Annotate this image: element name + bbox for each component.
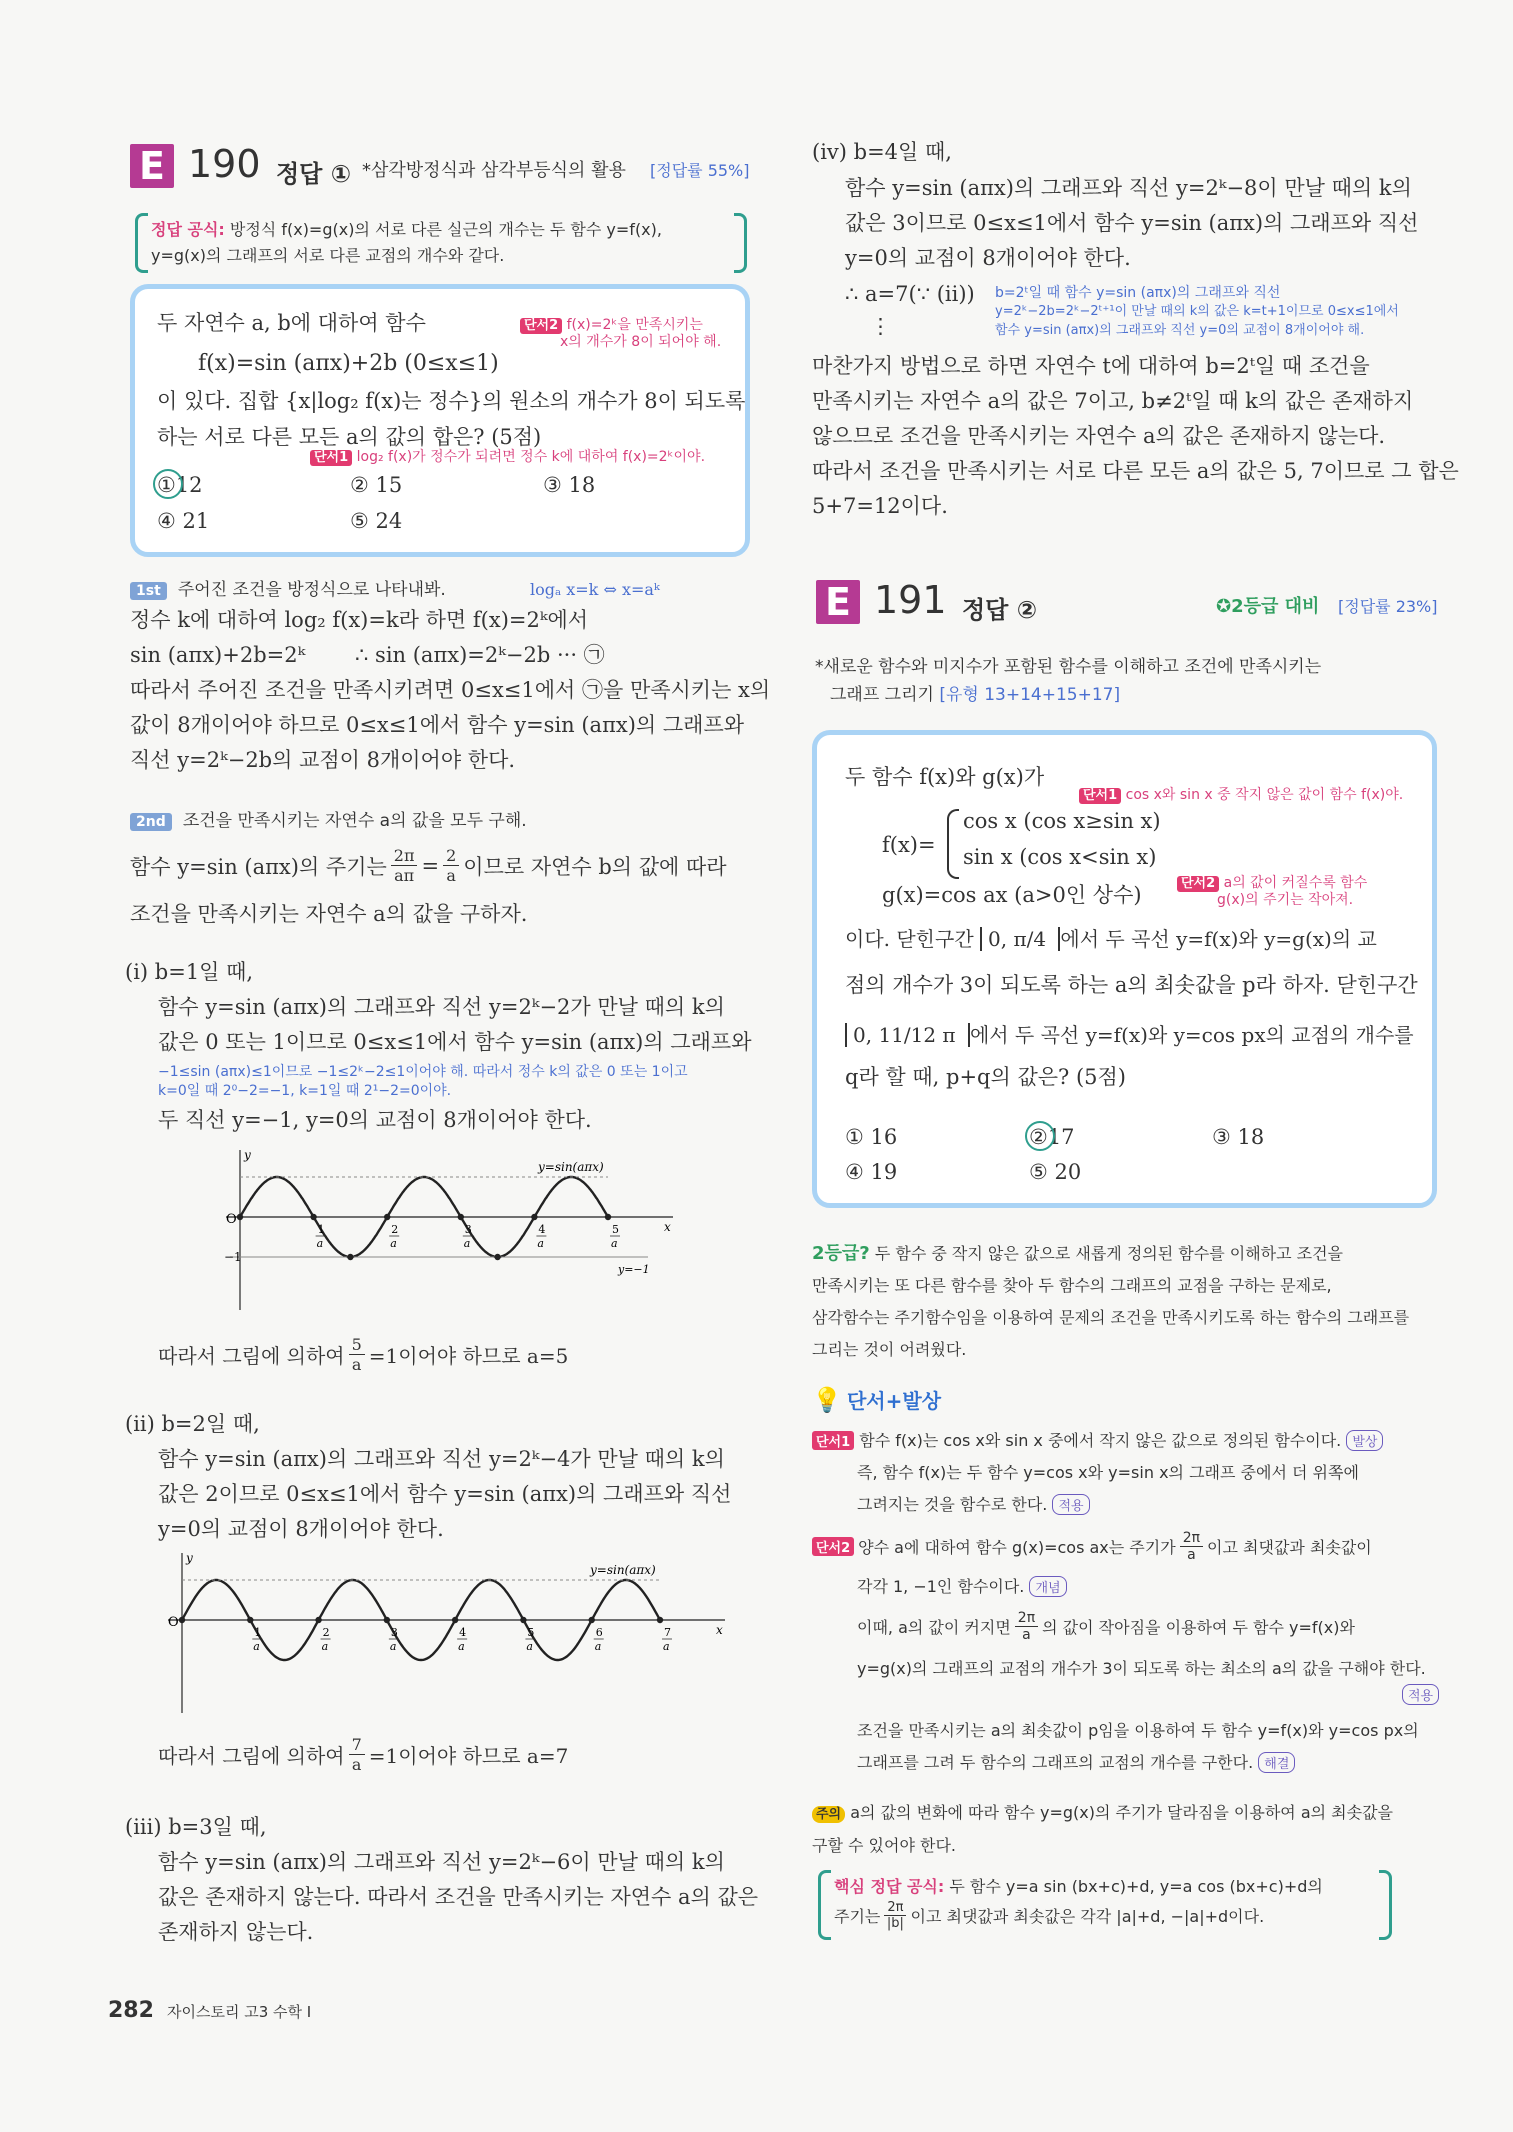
case-4-note-2: y=2ᵏ−2b=2ᵏ−2ᵗ⁺¹이 만날 때의 k의 값은 k=t+1이므로 0≤x≤1에서 xyxy=(995,304,1399,319)
choice-4[interactable]: ④ 21 xyxy=(157,509,210,533)
fraction-period-2 xyxy=(443,846,459,885)
clue-2-line-3a: 이때, a의 값이 커지면 xyxy=(857,1618,1011,1637)
tick-num: 6 xyxy=(595,1626,603,1639)
core-formula-box xyxy=(818,1870,1392,1940)
bracket-right xyxy=(734,213,747,273)
curve-label: y=sin(aπx) xyxy=(590,1563,656,1577)
choice-5[interactable]: ⑤ 20 xyxy=(1029,1160,1082,1184)
clue-2-line-6: 그래프를 그려 두 함수의 그래프의 교점의 개수를 구한다. xyxy=(857,1753,1254,1772)
question-line-4: 하는 서로 다른 모든 a의 값의 합은? (5점) xyxy=(157,425,542,449)
step-1-line-2a: sin (aπx)+2b=2ᵏ xyxy=(130,643,306,667)
clue-2-line-5: 조건을 만족시키는 a의 최솟값이 p임을 이용하여 두 함수 y=f(x)와 y=cos px의 xyxy=(857,1721,1419,1740)
case-2-line-1: 함수 y=sin (aπx)의 그래프와 직선 y=2ᵏ−4가 만날 때의 k의 xyxy=(158,1447,725,1471)
case-1-note-1: −1≤sin (aπx)≤1이므로 −1≤2ᵏ−2≤1이어야 해. 따라서 정수 k의 값은 0 또는 1이고 xyxy=(158,1064,688,1080)
step-1-tag: 1st xyxy=(130,582,167,600)
why-line-3: 삼각함수는 주기함수임을 이용하여 문제의 조건을 만족시키도록 하는 함수의 그래프를 xyxy=(812,1308,1410,1327)
f-case-1: cos x (cos x≥sin x) xyxy=(963,809,1161,833)
caution-section xyxy=(812,1800,1452,1856)
problem-191-header xyxy=(816,578,1446,628)
intersection-point xyxy=(605,1214,611,1220)
badge-concept: 개념 xyxy=(1029,1576,1066,1597)
period-text-a: 함수 y=sin (aπx)의 주기는 xyxy=(130,854,387,879)
y-label: y xyxy=(244,1148,251,1162)
answer-circle xyxy=(153,469,183,499)
case-2-head: (ii) b=2일 때, xyxy=(125,1412,260,1436)
tick-num: 5 xyxy=(527,1626,535,1639)
badge-idea: 발상 xyxy=(1346,1430,1383,1451)
question-191-line-1: 두 함수 f(x)와 g(x)가 xyxy=(845,765,1045,789)
tick-den: a xyxy=(594,1640,602,1653)
case-4-line-6: 만족시키는 자연수 a의 값은 7이고, b≠2ᵗ일 때 k의 값은 존재하지 xyxy=(812,389,1414,413)
brace xyxy=(947,809,959,879)
hint-191-2 xyxy=(1177,875,1367,909)
tick-den: a xyxy=(611,1237,618,1250)
step-1-header xyxy=(130,575,446,600)
period-text-b: 이므로 자연수 b의 값에 따라 xyxy=(463,854,727,879)
fraction-den: a xyxy=(446,866,456,885)
choice-2[interactable]: ②17 xyxy=(1029,1125,1075,1149)
badge-solve: 해결 xyxy=(1258,1752,1295,1773)
problem-number: 190 xyxy=(188,142,261,186)
tick-den: a xyxy=(463,1237,471,1250)
case-4-line-8: 따라서 조건을 만족시키는 서로 다른 모든 a의 값은 5, 7이므로 그 합은 xyxy=(812,459,1459,483)
problem-190-card xyxy=(130,284,750,557)
badge-apply-2: 적용 xyxy=(1402,1684,1439,1705)
interval-text: 0, 11/12 π xyxy=(853,1023,956,1047)
case-2-line-3: y=0의 교점이 8개이어야 한다. xyxy=(158,1517,444,1541)
origin-label: O xyxy=(226,1212,237,1227)
tick-den: a xyxy=(390,1237,397,1250)
case-1-line-3: 두 직선 y=−1, y=0의 교점이 8개이어야 한다. xyxy=(158,1108,592,1132)
accuracy-rate: [정답률 23%] xyxy=(1338,597,1438,616)
hint-text: cos x와 sin x 중 작지 않은 값이 함수 f(x)야. xyxy=(1125,787,1404,803)
tick-den: a xyxy=(526,1640,533,1653)
origin-label: O xyxy=(168,1615,179,1630)
hint-1 xyxy=(310,449,705,466)
book-title: 자이스토리 고3 수학 I xyxy=(167,2003,312,2021)
hint-2 xyxy=(520,317,721,351)
fraction-den: a xyxy=(351,1755,362,1774)
tick-den: a xyxy=(537,1237,544,1250)
tick-num: 2 xyxy=(322,1626,330,1639)
page-number: 282 xyxy=(108,1998,154,2023)
fraction xyxy=(1015,1610,1038,1643)
question-line-1: 두 자연수 a, b에 대하여 함수 xyxy=(157,311,426,335)
question-191-line-4 xyxy=(845,1019,1414,1048)
answer-circle xyxy=(1025,1121,1055,1151)
problem-code: E xyxy=(816,580,860,624)
tick-num: 5 xyxy=(612,1223,619,1236)
badge-apply: 적용 xyxy=(1052,1494,1089,1515)
core-line-2b: 이고 최댓값과 최솟값은 각각 |a|+d, −|a|+d이다. xyxy=(910,1907,1265,1926)
hint-text-2: g(x)의 주기는 작아져. xyxy=(1217,891,1354,908)
case-4-line-5: 마찬가지 방법으로 하면 자연수 t에 대하여 b=2ᵗ일 때 조건을 xyxy=(812,354,1370,378)
interval-2 xyxy=(845,1023,970,1047)
tick-num: 1 xyxy=(317,1223,325,1236)
clue-1-line-3: 그려지는 것을 함수로 한다. xyxy=(857,1495,1048,1514)
core-label: 핵심 정답 공식: xyxy=(834,1877,945,1896)
tick-num: 4 xyxy=(538,1223,546,1236)
step-1-title: 주어진 조건을 방정식으로 나타내봐. xyxy=(177,580,446,600)
q-text-b: 에서 두 곡선 y=f(x)와 y=cos px의 교점의 개수를 xyxy=(969,1023,1414,1047)
topic-191-line-1: *새로운 함수와 미지수가 포함된 함수를 이해하고 조건에 만족시키는 xyxy=(815,657,1322,677)
accuracy-rate: [정답률 55%] xyxy=(650,161,750,180)
clue-2-line-4: y=g(x)의 그래프의 교점의 개수가 3이 되도록 하는 최소의 a의 값을 구해야 한다. xyxy=(857,1659,1426,1678)
hint-2-text-1: f(x)=2ᵏ을 만족시키는 xyxy=(566,317,703,333)
hint-1-tag: 단서1 xyxy=(310,450,352,466)
fraction-den: a xyxy=(1022,1627,1031,1643)
step-1-line-1: 정수 k에 대하여 log₂ f(x)=k라 하면 f(x)=2ᵏ에서 xyxy=(130,608,589,632)
tick-num: 2 xyxy=(391,1223,399,1236)
case-4-dots: ⋮ xyxy=(870,314,891,338)
case-1-line-1: 함수 y=sin (aπx)의 그래프와 직선 y=2ᵏ−2가 만날 때의 k의 xyxy=(158,995,725,1019)
intersection-point xyxy=(347,1254,353,1260)
case-3-line-1: 함수 y=sin (aπx)의 그래프와 직선 y=2ᵏ−6이 만날 때의 k의 xyxy=(158,1850,725,1874)
conclusion-text-b: =1이어야 하므로 a=7 xyxy=(368,1744,569,1768)
tick-num: 3 xyxy=(390,1626,398,1639)
fraction xyxy=(349,1335,365,1374)
why-line-1: 두 함수 중 작지 않은 값으로 새롭게 정의된 함수를 이해하고 조건을 xyxy=(874,1244,1344,1263)
question-191-line-2 xyxy=(845,923,1377,952)
tick-num: 1 xyxy=(254,1626,262,1639)
core-line-1: 두 함수 y=a sin (bx+c)+d, y=a cos (bx+c)+d의 xyxy=(949,1877,1323,1896)
fraction xyxy=(349,1735,365,1774)
formula-box xyxy=(135,213,747,271)
choice-1[interactable]: ① 16 xyxy=(845,1125,898,1149)
case-4-line-2: 값은 3이므로 0≤x≤1에서 함수 y=sin (aπx)의 그래프와 직선 xyxy=(845,211,1419,235)
clue-2-line-1a: 양수 a에 대하여 함수 g(x)=cos ax는 주기가 xyxy=(858,1538,1176,1557)
intersection-point xyxy=(520,1617,526,1623)
choice-3[interactable]: ③ 18 xyxy=(543,473,596,497)
why-line-4: 그리는 것이 어려웠다. xyxy=(812,1340,967,1359)
case-1-head: (i) b=1일 때, xyxy=(125,960,254,984)
choice-5[interactable]: ⑤ 24 xyxy=(350,509,403,533)
bracket-left xyxy=(818,1870,831,1940)
clue-title-text: 단서+발상 xyxy=(846,1389,942,1413)
answer-label: 정답 ① xyxy=(276,160,352,188)
formula-line-1: 방정식 f(x)=g(x)의 서로 다른 실근의 개수는 두 함수 y=f(x), xyxy=(229,220,662,239)
clue-title xyxy=(812,1385,941,1414)
hint-tag: 단서2 xyxy=(1177,876,1219,892)
interval-text: 0, π/4 xyxy=(988,927,1047,951)
hint-1-text: log₂ f(x)가 정수가 되려면 정수 k에 대하여 f(x)=2ᵏ이야. xyxy=(356,449,706,465)
case-2-line-2: 값은 2이므로 0≤x≤1에서 함수 y=sin (aπx)의 그래프와 직선 xyxy=(158,1482,732,1506)
problem-191-card xyxy=(812,730,1437,1208)
tick-num: 4 xyxy=(459,1626,467,1639)
interval-1 xyxy=(980,927,1060,951)
why-line-2: 만족시키는 또 다른 함수를 찾아 두 함수의 그래프의 교점을 구하는 문제로, xyxy=(812,1276,1332,1295)
fraction-den: |b| xyxy=(886,1916,904,1931)
fraction-num: 7 xyxy=(349,1735,365,1755)
intersection-point xyxy=(384,1617,390,1623)
fraction-num: 2π xyxy=(884,1900,906,1916)
tick-den: a xyxy=(458,1640,465,1653)
clue-2-line-1b: 이고 최댓값과 최솟값이 xyxy=(1207,1538,1372,1557)
conclusion-text-a: 따라서 그림에 의하여 xyxy=(158,1744,345,1768)
case-1-line-2: 값은 0 또는 1이므로 0≤x≤1에서 함수 y=sin (aπx)의 그래프와 xyxy=(158,1030,752,1054)
topic-text: 그래프 그리기 xyxy=(830,685,934,705)
tick-num: 7 xyxy=(664,1626,671,1639)
fraction-period xyxy=(391,846,418,885)
level-badge: ✪2등급 대비 xyxy=(1216,596,1320,617)
fraction-num: 2 xyxy=(443,846,459,866)
step-1-line-4: 값이 8개이어야 하므로 0≤x≤1에서 함수 y=sin (aπx)의 그래프와 xyxy=(130,713,745,737)
hint-tag: 단서1 xyxy=(1079,788,1121,804)
intersection-point xyxy=(237,1214,243,1220)
question-function: f(x)=sin (aπx)+2b (0≤x≤1) xyxy=(198,351,499,376)
step-2-line-1 xyxy=(130,846,727,885)
why-hard-section xyxy=(812,1238,1452,1366)
x-label: x xyxy=(716,1623,723,1637)
conclusion-text-a: 따라서 그림에 의하여 xyxy=(158,1344,345,1368)
intersection-point xyxy=(657,1617,663,1623)
case-4-note-1: b=2ᵗ일 때 함수 y=sin (aπx)의 그래프와 직선 xyxy=(995,285,1281,301)
conclusion-text-b: =1이어야 하므로 a=5 xyxy=(368,1344,569,1368)
fraction-den: a xyxy=(1187,1547,1196,1563)
case-1-conclusion xyxy=(158,1335,568,1374)
g-definition: g(x)=cos ax (a>0인 상수) xyxy=(882,883,1142,907)
hint-text-1: a의 값이 커질수록 함수 xyxy=(1223,875,1368,891)
step-2-header xyxy=(130,806,527,831)
step-2-line-2: 조건을 만족시키는 자연수 a의 값을 구하자. xyxy=(130,902,528,926)
tick-den: a xyxy=(253,1640,260,1653)
case-4-line-4: ∴ a=7(∵ (ii)) xyxy=(845,282,975,306)
case-3-line-2: 값은 존재하지 않는다. 따라서 조건을 만족시키는 자연수 a의 값은 xyxy=(158,1885,759,1909)
tick-den: a xyxy=(321,1640,329,1653)
choice-1[interactable]: ①12 xyxy=(157,473,203,497)
hint-2-text-2: x의 개수가 8이 되어야 해. xyxy=(560,333,722,350)
why-tag: 2등급? xyxy=(812,1243,870,1264)
fraction xyxy=(884,1900,906,1931)
caution-line-2: 구할 수 있어야 한다. xyxy=(812,1836,956,1855)
f-definition-lhs: f(x)= xyxy=(882,833,936,857)
tick-num: 3 xyxy=(464,1223,472,1236)
case-4-line-1: 함수 y=sin (aπx)의 그래프와 직선 y=2ᵏ−8이 만날 때의 k의 xyxy=(845,176,1412,200)
q-text-a: 이다. 닫힌구간 xyxy=(845,927,974,951)
problem-190-header xyxy=(130,142,760,192)
neg-one-label: −1 xyxy=(224,1250,242,1264)
clue-2-tag: 단서2 xyxy=(812,1537,854,1556)
curve-label: y=sin(aπx) xyxy=(538,1160,604,1174)
intersection-point xyxy=(531,1214,537,1220)
fraction-den: aπ xyxy=(394,866,415,885)
graph-case-2 xyxy=(160,1548,730,1718)
intersection-point xyxy=(315,1617,321,1623)
question-191-line-5: q라 할 때, p+q의 값은? (5점) xyxy=(845,1065,1126,1089)
case-4-note-3: 함수 y=sin (aπx)의 그래프와 직선 y=0의 교점이 8개이어야 해. xyxy=(995,323,1365,338)
intersection-point xyxy=(179,1617,185,1623)
fraction-num: 5 xyxy=(349,1335,365,1355)
caution-tag: 주의 xyxy=(812,1806,845,1823)
topic-type: [유형 13+14+15+17] xyxy=(939,685,1121,705)
step-1-note: logₐ x=k ⇔ x=aᵏ xyxy=(530,580,660,599)
clue-2-line-3b: 의 값이 작아짐을 이용하여 두 함수 y=f(x)와 xyxy=(1042,1618,1355,1637)
f-case-2: sin x (cos x<sin x) xyxy=(963,845,1157,869)
lightbulb-icon: 💡 xyxy=(812,1386,842,1414)
equals: = xyxy=(421,853,440,878)
fraction-num: 2π xyxy=(1180,1530,1203,1547)
step-1-line-3: 따라서 주어진 조건을 만족시키려면 0≤x≤1에서 ㉠을 만족시키는 x의 xyxy=(130,678,771,702)
clue-2-line-2: 각각 1, −1인 함수이다. xyxy=(857,1577,1025,1596)
step-2-tag: 2nd xyxy=(130,813,172,831)
clue-1-tag: 단서1 xyxy=(812,1431,854,1450)
fraction-den: a xyxy=(351,1355,362,1374)
choice-2[interactable]: ② 15 xyxy=(350,473,403,497)
bracket-right xyxy=(1379,1870,1392,1940)
case-4-head: (iv) b=4일 때, xyxy=(812,140,952,164)
footer xyxy=(108,1998,311,2023)
formula-line-2: y=g(x)의 그래프의 서로 다른 교점의 개수와 같다. xyxy=(151,246,505,265)
tick-den: a xyxy=(663,1640,670,1653)
choice-4[interactable]: ④ 19 xyxy=(845,1160,898,1184)
question-line-3: 이 있다. 집합 {x|log₂ f(x)는 정수}의 원소의 개수가 8이 되도록 xyxy=(157,389,746,413)
case-4-line-7: 않으므로 조건을 만족시키는 자연수 a의 값은 존재하지 않는다. xyxy=(812,424,1386,448)
topic: *삼각방정식과 삼각부등식의 활용 xyxy=(362,160,626,181)
intersection-point xyxy=(494,1254,500,1260)
intersection-point xyxy=(458,1214,464,1220)
y-label: y xyxy=(186,1551,193,1565)
topic-191-line-2 xyxy=(830,680,1120,705)
clue-1-line-2: 즉, 함수 f(x)는 두 함수 y=cos x와 y=sin x의 그래프 중에서 더 위쪽에 xyxy=(857,1463,1359,1482)
case-2-conclusion xyxy=(158,1735,568,1774)
tick-den: a xyxy=(389,1640,397,1653)
problem-number: 191 xyxy=(874,578,947,622)
step-1-line-5: 직선 y=2ᵏ−2b의 교점이 8개이어야 한다. xyxy=(130,748,516,772)
case-4-line-9: 5+7=12이다. xyxy=(812,494,948,518)
intersection-point xyxy=(452,1617,458,1623)
problem-code: E xyxy=(130,144,174,188)
core-line-2a: 주기는 xyxy=(834,1907,881,1926)
q-text-b: 에서 두 곡선 y=f(x)와 y=g(x)의 교 xyxy=(1060,927,1377,951)
case-3-line-3: 존재하지 않는다. xyxy=(158,1920,314,1944)
case-3-head: (iii) b=3일 때, xyxy=(125,1815,267,1839)
intersection-point xyxy=(589,1617,595,1623)
fraction-num: 2π xyxy=(391,846,418,866)
neg-line-label: y=−1 xyxy=(618,1263,650,1276)
tick-den: a xyxy=(316,1237,324,1250)
choice-3[interactable]: ③ 18 xyxy=(1212,1125,1265,1149)
step-1-line-2b: ∴ sin (aπx)=2ᵏ−2b ··· ㉠ xyxy=(355,643,605,667)
clue-1-line-1: 함수 f(x)는 cos x와 sin x 중에서 작지 않은 값으로 정의된 함수이다. xyxy=(859,1431,1342,1450)
intersection-point xyxy=(384,1214,390,1220)
graph-case-1 xyxy=(218,1145,678,1315)
case-4-line-3: y=0의 교점이 8개이어야 한다. xyxy=(845,246,1131,270)
caution-line-1: a의 값의 변화에 따라 함수 y=g(x)의 주기가 달라짐을 이용하여 a의 최솟값을 xyxy=(850,1803,1393,1822)
intersection-point xyxy=(310,1214,316,1220)
hint-2-tag: 단서2 xyxy=(520,318,562,334)
fraction xyxy=(1180,1530,1203,1563)
answer-label: 정답 ② xyxy=(962,596,1038,624)
question-191-line-3: 점의 개수가 3이 되도록 하는 a의 최솟값을 p라 하자. 닫힌구간 xyxy=(845,973,1418,997)
intersection-point xyxy=(247,1617,253,1623)
fraction-num: 2π xyxy=(1015,1610,1038,1627)
formula-label: 정답 공식: xyxy=(151,220,225,239)
x-label: x xyxy=(664,1220,671,1234)
case-1-note-2: k=0일 때 2⁰−2=−1, k=1일 때 2¹−2=0이야. xyxy=(158,1083,452,1099)
step-2-title: 조건을 만족시키는 자연수 a의 값을 모두 구해. xyxy=(182,811,527,831)
bracket-left xyxy=(135,213,148,273)
hint-191-1 xyxy=(1079,787,1403,804)
